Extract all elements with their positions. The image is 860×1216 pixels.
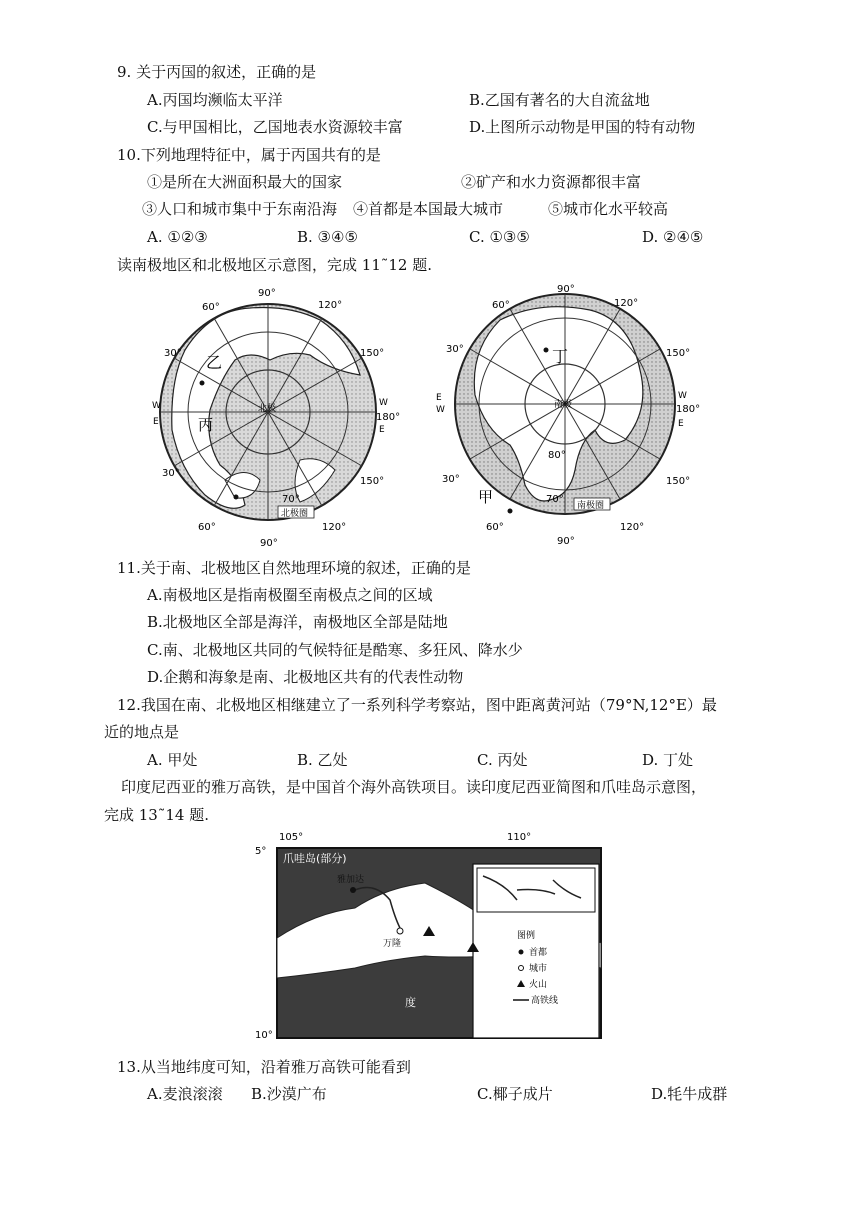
svg-text:洋: 洋 — [487, 1014, 498, 1027]
java-map — [255, 828, 605, 1043]
svg-text:120°: 120° — [614, 298, 639, 309]
svg-text:E: E — [153, 417, 159, 427]
antarctic-label-ding: 丁 — [552, 347, 569, 366]
q10-option-b: B. ③④⑤ — [297, 228, 358, 246]
q11-stem: 11.关于南、北极地区自然地理环境的叙述，正确的是 — [117, 559, 471, 577]
svg-text:火山: 火山 — [529, 980, 548, 990]
svg-text:180°: 180° — [676, 404, 701, 415]
arctic-label-bing: 丙 — [198, 416, 214, 434]
arctic-label-yi: 乙 — [206, 353, 223, 372]
q13-stem: 13.从当地纬度可知，沿着雅万高铁可能看到 — [117, 1058, 411, 1076]
svg-text:高铁线: 高铁线 — [531, 996, 559, 1006]
svg-text:30°: 30° — [442, 474, 460, 485]
q9-option-b: B.乙国有著名的大自流盆地 — [469, 91, 650, 109]
q9-option-c: C.与甲国相比，乙国地表水资源较丰富 — [147, 118, 403, 136]
svg-text:70°: 70° — [546, 494, 564, 505]
svg-text:南极: 南极 — [554, 400, 573, 410]
svg-text:150°: 150° — [666, 476, 691, 487]
q12-option-c: C. 丙处 — [477, 751, 528, 769]
svg-text:80°: 80° — [548, 450, 566, 461]
q11-option-c: C.南、北极地区共同的气候特征是酷寒、多狂风、降水少 — [147, 641, 523, 659]
svg-text:E: E — [436, 393, 442, 403]
q10-statement-1: ①是所在大洲面积最大的国家 — [147, 173, 343, 191]
q11-option-b: B.北极地区全部是海洋，南极地区全部是陆地 — [147, 613, 448, 631]
q9-option-d: D.上图所示动物是甲国的特有动物 — [469, 118, 696, 136]
svg-text:60°: 60° — [202, 302, 220, 313]
q12-stem: 12.我国在南、北极地区相继建立了一系列科学考察站，图中距离黄河站（79°N,12°E）最 — [117, 696, 717, 714]
q10-option-c: C. ①③⑤ — [469, 228, 530, 246]
svg-text:10°: 10° — [255, 1030, 273, 1041]
q10-statement-3: ③人口和城市集中于东南沿海 — [142, 200, 338, 218]
intro-13-14-line1: 印度尼西亚的雅万高铁，是中国首个海外高铁项目。读印度尼西亚简图和爪哇岛示意图， — [121, 778, 707, 796]
svg-text:E: E — [379, 425, 385, 435]
antarctic-map — [430, 280, 701, 548]
svg-text:30°: 30° — [164, 348, 182, 359]
q11-option-d: D.企鹅和海象是南、北极地区共有的代表性动物 — [147, 668, 464, 686]
svg-text:60°: 60° — [486, 522, 504, 533]
q13-option-d: D.牦牛成群 — [651, 1085, 728, 1103]
q10-statement-2: ②矿产和水力资源都很丰富 — [461, 173, 642, 191]
svg-text:105°: 105° — [279, 832, 304, 843]
svg-text:W: W — [436, 405, 445, 415]
svg-text:110°: 110° — [507, 832, 532, 843]
arctic-label-top: 90° — [258, 288, 276, 299]
q10-stem: 10.下列地理特征中，属于丙国共有的是 — [117, 146, 381, 164]
svg-text:W: W — [678, 391, 687, 401]
svg-text:首都: 首都 — [529, 948, 548, 958]
q9-option-a: A.丙国均濒临太平洋 — [147, 91, 283, 109]
q11-option-a: A.南极地区是指南极圈至南极点之间的区域 — [147, 586, 433, 604]
svg-text:北极: 北极 — [258, 404, 277, 414]
q10-option-d: D. ②④⑤ — [642, 228, 704, 246]
q13-option-b: B.沙漠广布 — [251, 1085, 327, 1103]
svg-text:120°: 120° — [322, 522, 347, 533]
svg-text:120°: 120° — [318, 300, 343, 311]
svg-text:城市: 城市 — [529, 964, 548, 974]
svg-text:70°: 70° — [282, 494, 300, 505]
svg-text:图例: 图例 — [517, 931, 536, 941]
svg-text:180°: 180° — [376, 412, 401, 423]
q10-statement-4: ④首都是本国最大城市 — [353, 200, 504, 218]
svg-text:雅加达: 雅加达 — [337, 875, 365, 885]
q12-option-b: B. 乙处 — [297, 751, 348, 769]
arctic-label-bottom: 90° — [260, 538, 278, 549]
svg-text:120°: 120° — [620, 522, 645, 533]
q10-statement-5: ⑤城市化水平较高 — [548, 200, 669, 218]
svg-text:90°: 90° — [557, 284, 575, 295]
svg-text:南极圈: 南极圈 — [577, 501, 605, 511]
svg-text:60°: 60° — [492, 300, 510, 311]
svg-text:北极圈: 北极圈 — [281, 509, 309, 519]
svg-text:W: W — [152, 401, 161, 411]
intro-13-14-line2: 完成 13˜14 题. — [104, 806, 209, 824]
svg-text:90°: 90° — [557, 536, 575, 547]
svg-text:150°: 150° — [666, 348, 691, 359]
arctic-map — [150, 280, 401, 549]
q9-stem: 9. 关于丙国的叙述，正确的是 — [117, 63, 317, 81]
q13-option-a: A.麦浪滚滚 — [147, 1085, 223, 1103]
q12-option-d: D. 丁处 — [642, 751, 694, 769]
svg-text:150°: 150° — [360, 348, 385, 359]
q10-option-a: A. ①②③ — [147, 228, 208, 246]
q13-option-c: C.椰子成片 — [477, 1085, 553, 1103]
svg-text:5°: 5° — [255, 846, 267, 857]
svg-text:60°: 60° — [198, 522, 216, 533]
q12-option-a: A. 甲处 — [147, 751, 198, 769]
svg-text:度: 度 — [405, 996, 416, 1009]
svg-text:30°: 30° — [162, 468, 180, 479]
q12-stem-cont: 近的地点是 — [104, 723, 180, 741]
svg-text:30°: 30° — [446, 344, 464, 355]
svg-text:万隆: 万隆 — [383, 939, 402, 949]
svg-text:印: 印 — [311, 954, 322, 967]
svg-text:150°: 150° — [360, 476, 385, 487]
antarctic-label-jia: 甲 — [478, 488, 494, 506]
java-map-title: 爪哇岛(部分) — [283, 852, 347, 865]
intro-11-12: 读南极地区和北极地区示意图，完成 11˜12 题. — [117, 256, 432, 274]
svg-text:E: E — [678, 419, 684, 429]
svg-text:W: W — [379, 398, 388, 408]
